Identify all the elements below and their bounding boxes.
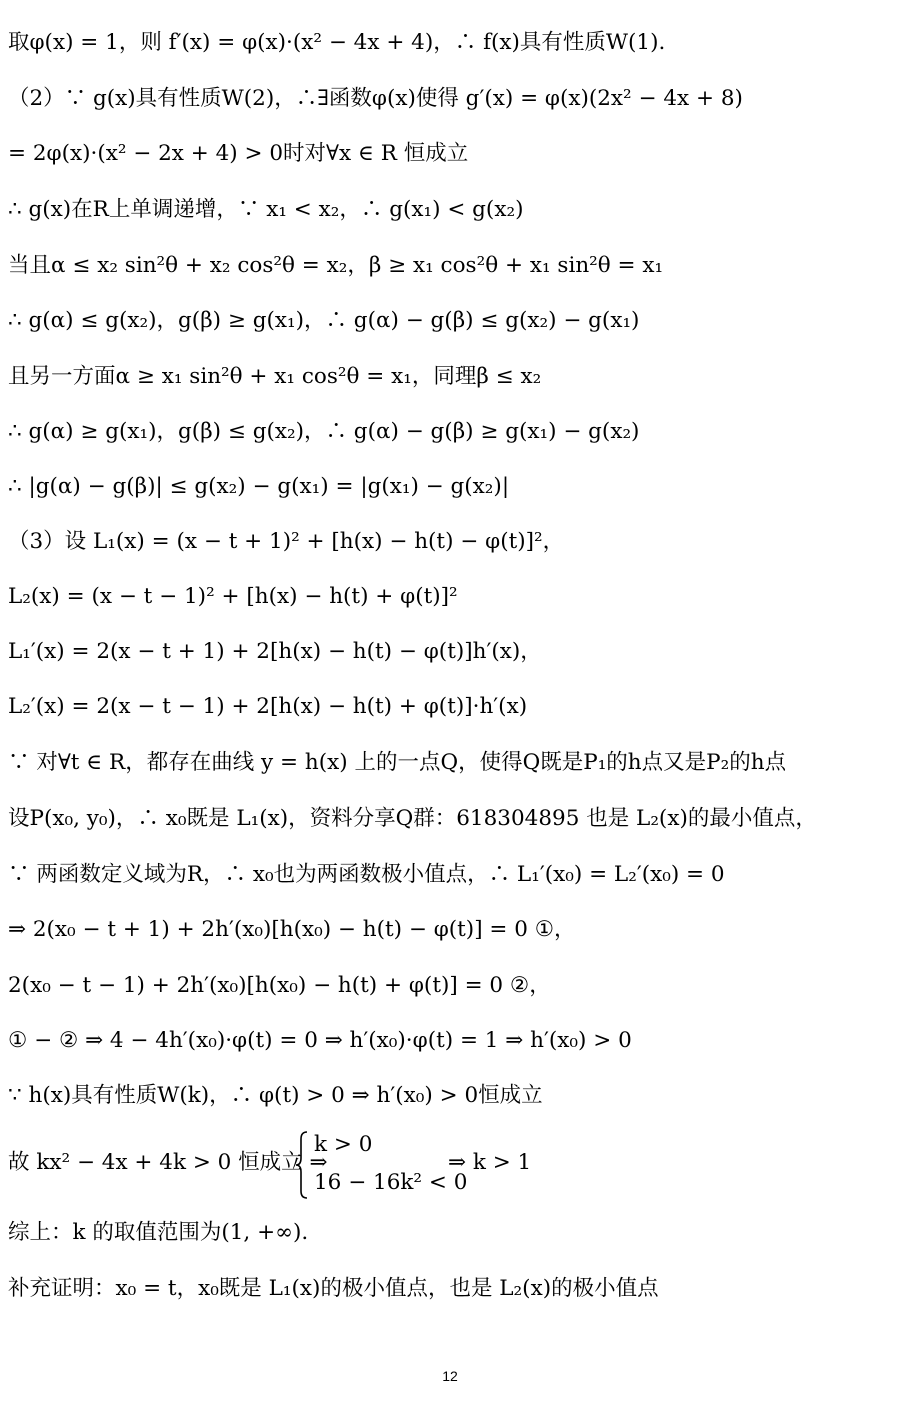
math-line-17: ⇒ 2(x₀ − t + 1) + 2h′(x₀)[h(x₀) − h(t) − φ(t)] = 0 ①， <box>8 917 576 942</box>
math-line-7: 且另一方面α ≥ x₁ sin²θ + x₁ cos²θ = x₁，同理β ≤ x₂ <box>8 364 542 389</box>
case-row-1: k > 0 <box>314 1132 373 1157</box>
math-line-11: L₂(x) = (x − t − 1)² + [h(x) − h(t) + φ(t)]² <box>8 584 458 609</box>
math-line-6: ∴ g(α) ≤ g(x₂)，g(β) ≥ g(x₁)，∴ g(α) − g(β) ≤ g(x₂) − g(x₁) <box>8 308 640 333</box>
case-prefix: 故 kx² − 4x + 4k > 0 恒成立 ⇒ <box>8 1150 328 1175</box>
summary-line: 综上：k 的取值范围为(1, +∞). <box>8 1220 309 1245</box>
page-number: 12 <box>442 1368 458 1384</box>
case-suffix: ⇒ k > 1 <box>448 1150 532 1175</box>
math-line-8: ∴ g(α) ≥ g(x₁)，g(β) ≤ g(x₂)，∴ g(α) − g(β) ≥ g(x₁) − g(x₂) <box>8 419 640 444</box>
math-line-5: 当且α ≤ x₂ sin²θ + x₂ cos²θ = x₂，β ≥ x₁ cos²θ + x₁ sin²θ = x₁ <box>8 253 664 278</box>
math-line-16: ∵ 两函数定义域为R，∴ x₀也为两函数极小值点，∴ L₁′(x₀) = L₂′(x₀) = 0 <box>8 862 725 887</box>
left-brace-icon <box>294 1130 310 1200</box>
math-line-18: 2(x₀ − t − 1) + 2h′(x₀)[h(x₀) − h(t) + φ(t)] = 0 ②， <box>8 973 551 998</box>
case-row-2: 16 − 16k² < 0 <box>314 1170 468 1195</box>
math-line-14: ∵ 对∀t ∈ R，都存在曲线 y = h(x) 上的一点Q，使得Q既是P₁的h点又是P₂的h点 <box>8 750 787 775</box>
math-line-9: ∴ |g(α) − g(β)| ≤ g(x₂) − g(x₁) = |g(x₁) − g(x₂)| <box>8 474 510 499</box>
supplement-line: 补充证明：x₀ = t，x₀既是 L₁(x)的极小值点，也是 L₂(x)的极小值点 <box>8 1276 659 1301</box>
math-line-2: （2）∵ g(x)具有性质W(2)，∴∃函数φ(x)使得 g′(x) = φ(x)(2x² − 4x + 8) <box>8 86 743 111</box>
math-line-15: 设P(x₀, y₀)，∴ x₀既是 L₁(x)，资料分享Q群：618304895 也是 L₂(x)的最小值点， <box>8 806 817 831</box>
math-line-10: （3）设 L₁(x) = (x − t + 1)² + [h(x) − h(t) − φ(t)]²， <box>8 529 565 554</box>
math-line-20: ∵ h(x)具有性质W(k)，∴ φ(t) > 0 ⇒ h′(x₀) > 0恒成立 <box>8 1083 543 1108</box>
math-line-3: = 2φ(x)·(x² − 2x + 4) > 0时对∀x ∈ R 恒成立 <box>8 141 469 166</box>
math-line-1: 取φ(x) = 1，则 f′(x) = φ(x)·(x² − 4x + 4)，∴ f(x)具有性质W(1). <box>8 30 666 55</box>
math-line-12: L₁′(x) = 2(x − t + 1) + 2[h(x) − h(t) − φ(t)]h′(x)， <box>8 639 542 664</box>
math-line-4: ∴ g(x)在R上单调递增，∵ x₁ < x₂，∴ g(x₁) < g(x₂) <box>8 197 524 222</box>
math-line-13: L₂′(x) = 2(x − t − 1) + 2[h(x) − h(t) + φ(t)]·h′(x) <box>8 694 528 719</box>
math-line-19: ① − ② ⇒ 4 − 4h′(x₀)·φ(t) = 0 ⇒ h′(x₀)·φ(t) = 1 ⇒ h′(x₀) > 0 <box>8 1028 632 1053</box>
